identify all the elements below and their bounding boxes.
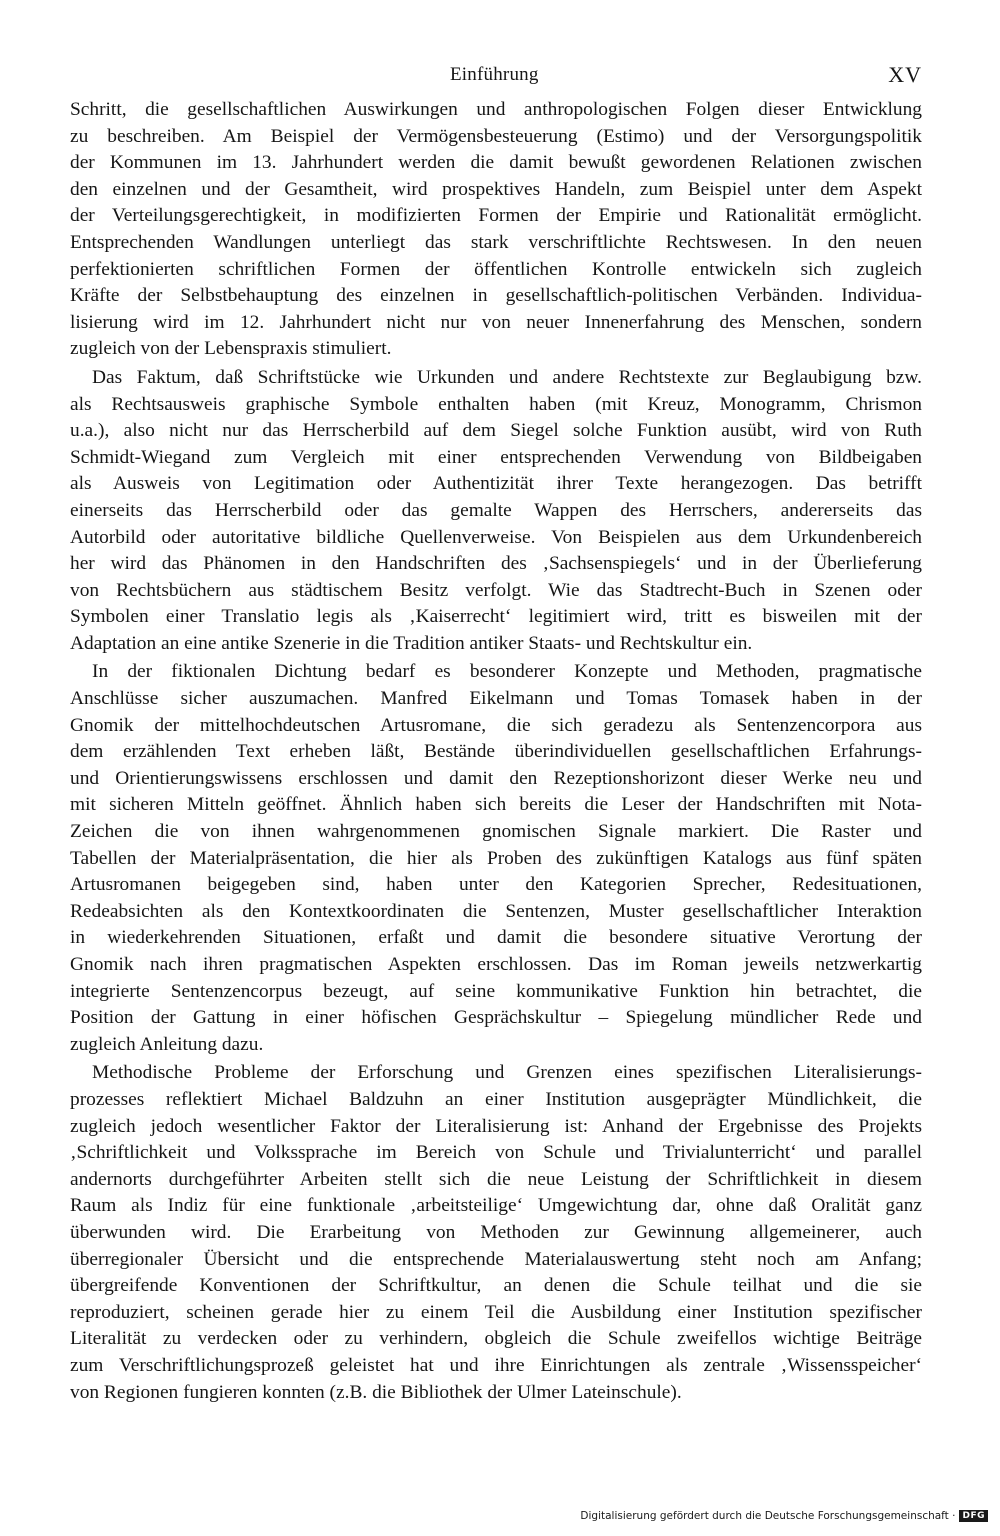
text-line: von Regionen fungieren konnten (z.B. die Bibliothek der Ulmer Lateinschule). — [70, 1381, 682, 1403]
text-line: übergreifende Konventionen der Schriftkultur, an denen die Schule teilhat und die sie — [70, 1275, 922, 1297]
text-line: Kräfte der Selbstbehauptung des einzelnen in gesellschaftlich-politischen Verbänden. Individua- — [70, 285, 922, 307]
text-line: der Verteilungsgerechtigkeit, in modifizierten Formen der Empirie und Rationalität ermöglicht. — [70, 205, 922, 227]
text-line: zugleich Anleitung dazu. — [70, 1033, 264, 1055]
text-line: Redeabsichten als den Kontextkoordinaten die Sentenzen, Muster gesellschaftlicher Interaktion — [70, 900, 922, 922]
text-line: überregionaler Übersicht und die entsprechende Materialauswertung steht noch am Anfang; — [70, 1248, 922, 1270]
text-line: ‚Schriftlichkeit und Volkssprache im Bereich von Schule und Trivialunterricht‘ und parallel — [70, 1142, 922, 1164]
text-line: überwunden wird. Die Erarbeitung von Methoden zur Gewinnung allgemeinerer, auch — [70, 1221, 922, 1243]
credit-text: Digitalisierung gefördert durch die Deutsche Forschungsgemeinschaft · — [580, 1510, 956, 1522]
text-line: prozesses reflektiert Michael Baldzuhn an einer Institution ausgeprägter Mündlichkeit, die — [70, 1088, 922, 1110]
text-line: von Rechtsbüchern aus städtischem Besitz verfolgt. Wie das Stadtrecht-Buch in Szenen oder — [70, 579, 922, 601]
page-number: XV — [888, 62, 922, 87]
text-line: und Orientierungswissens erschlossen und damit den Rezeptionshorizont dieser Werke neu und — [70, 767, 922, 789]
running-title: Einführung — [450, 64, 539, 85]
page-header — [70, 64, 922, 94]
text-line: Methodische Probleme der Erforschung und Grenzen eines spezifischen Literalisierungs- — [92, 1062, 922, 1084]
text-line: Zeichen die von ihnen wahrgenommenen gnomischen Signale markiert. Die Raster und — [70, 821, 922, 843]
text-line: als Rechtsausweis graphische Symbole enthalten haben (mit Kreuz, Monogramm, Chrismon — [70, 393, 922, 415]
text-line: zugleich von der Lebenspraxis stimuliert. — [70, 338, 392, 360]
text-line: her wird das Phänomen in den Handschriften des ‚Sachsenspiegels‘ und in der Überlieferung — [70, 553, 922, 575]
text-line: Schritt, die gesellschaftlichen Auswirkungen und anthropologischen Folgen dieser Entwicklung — [70, 99, 922, 120]
text-line: Adaptation an eine antike Szenerie in die Tradition antiker Staats- und Rechtskultur ein. — [70, 632, 753, 654]
text-line: Artusromanen beigegeben sind, haben unter den Kategorien Sprecher, Redesituationen, — [70, 874, 922, 896]
text-line: reproduziert, scheinen gerade hier zu einem Teil die Ausbildung einer Institution spezifischer — [70, 1301, 922, 1323]
text-line: den einzelnen und der Gesamtheit, wird prospektives Handeln, zum Beispiel unter dem Aspekt — [70, 178, 922, 200]
text-line: zum Verschriftlichungsprozeß geleistet hat und ihre Einrichtungen als zentrale ‚Wissensspeicher‘ — [70, 1354, 922, 1376]
text-line: dem erzählenden Text erheben läßt, Bestände überindividuellen gesellschaftlichen Erfahrungs- — [70, 741, 922, 763]
text-line: Das Faktum, daß Schriftstücke wie Urkunden und andere Rechtstexte zur Beglaubigung bzw. — [92, 366, 922, 388]
text-line: als Ausweis von Legitimation oder Authentizität ihrer Texte herangezogen. Das betrifft — [70, 473, 922, 495]
text-line: mit sicheren Mitteln geöffnet. Ähnlich haben sich bereits die Leser der Handschriften mit Nota- — [70, 794, 922, 816]
text-line: Literalität zu verdecken oder zu verhindern, obgleich die Schule zweifellos wichtige Beiträge — [70, 1328, 922, 1350]
text-line: einerseits das Herrscherbild oder das gemalte Wappen des Herrschers, andererseits das — [70, 499, 922, 521]
text-line: integrierte Sentenzencorpus bezeugt, auf seine kommunikative Funktion hin betrachtet, die — [70, 980, 922, 1002]
text-line: Gnomik der mittelhochdeutschen Artusromane, die sich geradezu als Sentenzencorpora aus — [70, 714, 922, 736]
text-line: zu beschreiben. Am Beispiel der Vermögensbesteuerung (Estimo) und der Versorgungspolitik — [70, 125, 922, 147]
dfg-logo: DFG — [959, 1510, 988, 1522]
text-line: Anschlüsse sicher auszumachen. Manfred Eikelmann und Tomas Tomasek haben in der — [70, 688, 922, 710]
text-line: Position der Gattung in einer höfischen Gesprächskultur – Spiegelung mündlicher Rede und — [70, 1007, 922, 1029]
text-line: zugleich jedoch wesentlicher Faktor der Literalisierung ist: Anhand der Ergebnisse des Projekts — [70, 1115, 922, 1137]
body-text — [70, 97, 922, 1406]
text-line: der Kommunen im 13. Jahrhundert werden die damit bewußt gewordenen Relationen zwischen — [70, 152, 922, 174]
text-line: Gnomik nach ihren pragmatischen Aspekten erschlossen. Das im Roman jeweils netzwerkartig — [70, 954, 922, 975]
text-line: Entsprechenden Wandlungen unterliegt das stark verschriftlichte Rechtswesen. In den neuen — [70, 231, 922, 253]
text-line: perfektionierten schriftlichen Formen der öffentlichen Kontrolle entwickeln sich zugleich — [70, 258, 922, 280]
text-line: lisierung wird im 12. Jahrhundert nicht nur von neuer Innenerfahrung des Menschen, sondern — [70, 311, 922, 333]
text-line: Schmidt-Wiegand zum Vergleich mit einer entsprechenden Verwendung von Bildbeigaben — [70, 446, 922, 468]
text-line: u.a.), also nicht nur das Herrscherbild auf dem Siegel solche Funktion ausübt, wird von Ruth — [70, 420, 922, 442]
text-line: Tabellen der Materialpräsentation, die hier als Proben des zukünftigen Katalogs aus fünf späten — [70, 847, 922, 869]
text-line: Raum als Indiz für eine funktionale ‚arbeitsteilige‘ Umgewichtung dar, ohne daß Oralität ganz — [70, 1195, 922, 1217]
text-line: Symbolen einer Translatio legis als ‚Kaiserrecht‘ legitimiert wird, tritt es bisweilen mit der — [70, 606, 922, 628]
text-line: andernorts durchgeführter Arbeiten stellt sich die neue Leistung der Schriftlichkeit in diesem — [70, 1168, 922, 1190]
text-line: in wiederkehrenden Situationen, erfaßt und damit die besondere situative Verortung der — [70, 927, 922, 949]
digitization-credit — [580, 1510, 988, 1522]
text-line: In der fiktionalen Dichtung bedarf es besonderer Konzepte und Methoden, pragmatische — [92, 661, 922, 683]
text-line: Autorbild oder autoritative bildliche Quellenverweise. Von Beispielen aus dem Urkundenbereich — [70, 526, 922, 548]
